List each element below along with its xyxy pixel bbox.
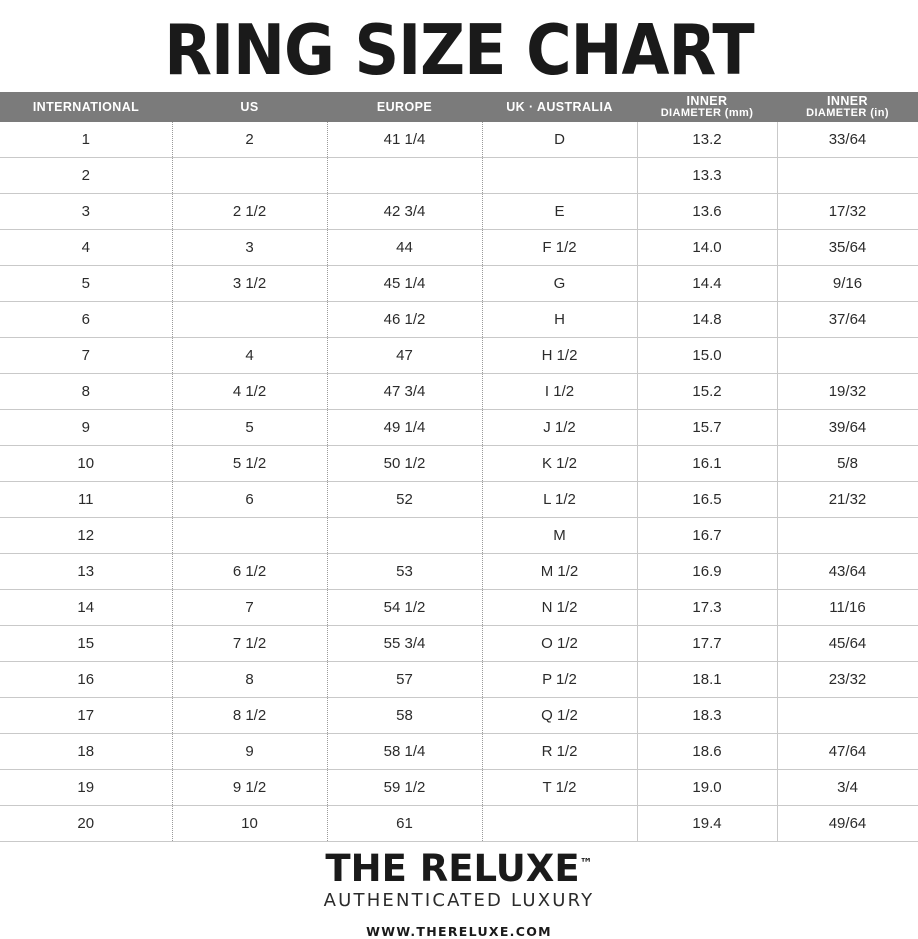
- footer: [0, 847, 918, 939]
- table-cell: 59 1/2: [327, 770, 482, 806]
- table-cell: [327, 158, 482, 194]
- table-cell: [482, 806, 637, 842]
- table-cell: 20: [0, 806, 172, 842]
- table-cell: 3: [0, 194, 172, 230]
- table-cell: 13: [0, 554, 172, 590]
- table-cell: 47/64: [777, 734, 918, 770]
- table-cell: 49/64: [777, 806, 918, 842]
- table-cell: 39/64: [777, 410, 918, 446]
- table-cell: 44: [327, 230, 482, 266]
- table-cell: H: [482, 302, 637, 338]
- table-cell: [777, 338, 918, 374]
- table-cell: 16.5: [637, 482, 777, 518]
- table-cell: 8 1/2: [172, 698, 327, 734]
- table-row: [0, 770, 918, 806]
- table-cell: 3/4: [777, 770, 918, 806]
- table-cell: 35/64: [777, 230, 918, 266]
- table-cell: 17.7: [637, 626, 777, 662]
- table-cell: 53: [327, 554, 482, 590]
- table-cell: 58: [327, 698, 482, 734]
- table-cell: 33/64: [777, 122, 918, 158]
- table-cell: G: [482, 266, 637, 302]
- table-cell: 54 1/2: [327, 590, 482, 626]
- table-cell: 55 3/4: [327, 626, 482, 662]
- brand-website: WWW.THERELUXE.COM: [366, 923, 552, 939]
- table-cell: 14.8: [637, 302, 777, 338]
- table-header-row: [0, 92, 918, 122]
- table-cell: [777, 698, 918, 734]
- table-row: [0, 302, 918, 338]
- table-cell: 16.1: [637, 446, 777, 482]
- table-cell: 7: [172, 590, 327, 626]
- column-header-uk-australia-label: UK · AUSTRALIA: [506, 100, 613, 114]
- table-cell: D: [482, 122, 637, 158]
- table-cell: [172, 518, 327, 554]
- table-cell: 4: [172, 338, 327, 374]
- table-cell: 9: [0, 410, 172, 446]
- table-row: [0, 158, 918, 194]
- table-row: [0, 446, 918, 482]
- table-cell: [172, 302, 327, 338]
- table-cell: P 1/2: [482, 662, 637, 698]
- table-row: [0, 338, 918, 374]
- table-cell: 17: [0, 698, 172, 734]
- table-cell: 19/32: [777, 374, 918, 410]
- table-cell: 14.0: [637, 230, 777, 266]
- table-cell: 42 3/4: [327, 194, 482, 230]
- table-cell: 1: [0, 122, 172, 158]
- table-cell: 3 1/2: [172, 266, 327, 302]
- table-cell: 8: [172, 662, 327, 698]
- table-cell: 23/32: [777, 662, 918, 698]
- table-cell: 14.4: [637, 266, 777, 302]
- table-cell: 8: [0, 374, 172, 410]
- table-cell: 4: [0, 230, 172, 266]
- table-cell: J 1/2: [482, 410, 637, 446]
- table-cell: 46 1/2: [327, 302, 482, 338]
- table-row: [0, 230, 918, 266]
- brand-tagline: AUTHENTICATED LUXURY: [323, 889, 595, 911]
- table-cell: T 1/2: [482, 770, 637, 806]
- table-row: [0, 194, 918, 230]
- table-row: [0, 554, 918, 590]
- table-cell: 16.7: [637, 518, 777, 554]
- table-cell: 5 1/2: [172, 446, 327, 482]
- table-cell: 18.3: [637, 698, 777, 734]
- table-cell: N 1/2: [482, 590, 637, 626]
- column-header-international-label: INTERNATIONAL: [32, 100, 140, 114]
- brand-name: [325, 847, 593, 890]
- table-cell: 13.3: [637, 158, 777, 194]
- table-cell: 9/16: [777, 266, 918, 302]
- table-cell: 4 1/2: [172, 374, 327, 410]
- table-cell: I 1/2: [482, 374, 637, 410]
- table-row: [0, 518, 918, 554]
- table-cell: 17.3: [637, 590, 777, 626]
- table-cell: R 1/2: [482, 734, 637, 770]
- brand-name-text: THE RELUXE: [325, 847, 580, 890]
- table-cell: 15.7: [637, 410, 777, 446]
- table-cell: [327, 518, 482, 554]
- table-cell: 2 1/2: [172, 194, 327, 230]
- table-cell: [777, 158, 918, 194]
- table-cell: 11/16: [777, 590, 918, 626]
- table-cell: 9: [172, 734, 327, 770]
- table-cell: 47: [327, 338, 482, 374]
- table-body: [0, 122, 918, 842]
- table-cell: 15: [0, 626, 172, 662]
- table-cell: 18.6: [637, 734, 777, 770]
- table-cell: 6: [172, 482, 327, 518]
- table-row: [0, 806, 918, 842]
- table-cell: 49 1/4: [327, 410, 482, 446]
- table-row: [0, 662, 918, 698]
- page-title: RING SIZE CHART: [164, 9, 754, 92]
- table-row: [0, 122, 918, 158]
- table-cell: 18: [0, 734, 172, 770]
- table-row: [0, 266, 918, 302]
- table-cell: 45/64: [777, 626, 918, 662]
- table-row: [0, 482, 918, 518]
- table-cell: 10: [0, 446, 172, 482]
- ring-size-table: [0, 92, 918, 842]
- table-cell: Q 1/2: [482, 698, 637, 734]
- table-cell: 15.0: [637, 338, 777, 374]
- table-cell: 15.2: [637, 374, 777, 410]
- table-cell: 14: [0, 590, 172, 626]
- table-cell: H 1/2: [482, 338, 637, 374]
- table-cell: 9 1/2: [172, 770, 327, 806]
- table-cell: 21/32: [777, 482, 918, 518]
- table-cell: 7: [0, 338, 172, 374]
- column-header-inner-diameter-in-label: INNER: [827, 94, 868, 109]
- table-cell: 3: [172, 230, 327, 266]
- column-header-europe: [327, 92, 482, 122]
- table-row: [0, 374, 918, 410]
- table-cell: 43/64: [777, 554, 918, 590]
- table-cell: 11: [0, 482, 172, 518]
- column-header-europe-label: EUROPE: [376, 100, 433, 114]
- table-cell: 58 1/4: [327, 734, 482, 770]
- table-cell: 12: [0, 518, 172, 554]
- column-header-inner-diameter-in: [777, 92, 918, 122]
- table-cell: 2: [172, 122, 327, 158]
- table-cell: 10: [172, 806, 327, 842]
- table-cell: 50 1/2: [327, 446, 482, 482]
- table-cell: 7 1/2: [172, 626, 327, 662]
- table-header: [0, 92, 918, 122]
- table-cell: 19: [0, 770, 172, 806]
- table-row: [0, 410, 918, 446]
- table-cell: K 1/2: [482, 446, 637, 482]
- table-cell: M: [482, 518, 637, 554]
- table-cell: 13.6: [637, 194, 777, 230]
- table-cell: 17/32: [777, 194, 918, 230]
- table-cell: 2: [0, 158, 172, 194]
- table-cell: 13.2: [637, 122, 777, 158]
- table-cell: [777, 518, 918, 554]
- table-cell: 18.1: [637, 662, 777, 698]
- table-cell: 37/64: [777, 302, 918, 338]
- column-header-uk-australia: [482, 92, 637, 122]
- column-header-us: [172, 92, 327, 122]
- table-cell: 19.4: [637, 806, 777, 842]
- table-row: [0, 734, 918, 770]
- table-cell: 16.9: [637, 554, 777, 590]
- column-header-international: [0, 92, 172, 122]
- table-cell: O 1/2: [482, 626, 637, 662]
- trademark-mark: ™: [579, 856, 593, 872]
- table-row: [0, 590, 918, 626]
- table-cell: 47 3/4: [327, 374, 482, 410]
- table-cell: 57: [327, 662, 482, 698]
- table-cell: 5/8: [777, 446, 918, 482]
- table-cell: 45 1/4: [327, 266, 482, 302]
- table-cell: 6 1/2: [172, 554, 327, 590]
- table-cell: 16: [0, 662, 172, 698]
- table-cell: 5: [0, 266, 172, 302]
- table-row: [0, 626, 918, 662]
- table-cell: L 1/2: [482, 482, 637, 518]
- table-cell: 52: [327, 482, 482, 518]
- table-cell: [172, 158, 327, 194]
- table-cell: 5: [172, 410, 327, 446]
- table-cell: [482, 158, 637, 194]
- column-header-inner-diameter-mm: [637, 92, 777, 122]
- table-cell: F 1/2: [482, 230, 637, 266]
- column-header-inner-diameter-in-sub: DIAMETER (in): [806, 107, 889, 120]
- table-cell: 41 1/4: [327, 122, 482, 158]
- column-header-inner-diameter-mm-sub: DIAMETER (mm): [660, 107, 754, 120]
- table-cell: 6: [0, 302, 172, 338]
- table-cell: 61: [327, 806, 482, 842]
- table-cell: M 1/2: [482, 554, 637, 590]
- column-header-inner-diameter-mm-label: INNER: [686, 94, 728, 109]
- table-cell: E: [482, 194, 637, 230]
- table-cell: 19.0: [637, 770, 777, 806]
- table-row: [0, 698, 918, 734]
- column-header-us-label: US: [240, 100, 259, 114]
